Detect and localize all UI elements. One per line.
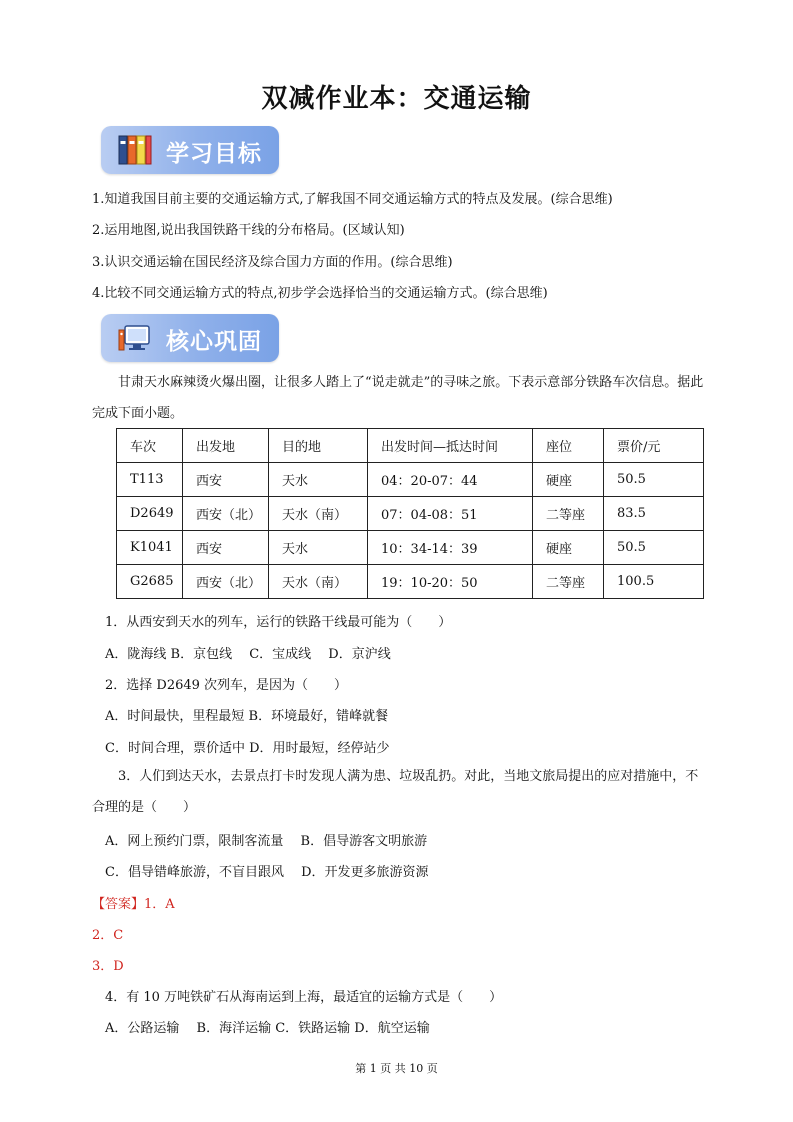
section-label-goals: 学习目标 xyxy=(166,141,262,167)
page-title: 双减作业本：交通运输 xyxy=(261,84,532,114)
table-header: 车次 xyxy=(117,429,183,463)
table-cell: 50.5 xyxy=(604,463,704,497)
question-2-stem: 2．选择 D2649 次列车，是因为（ ） xyxy=(105,678,348,693)
table-row xyxy=(117,497,704,531)
question-1-options: A．陇海线 B．京包线 C．宝成线 D．京沪线 xyxy=(105,647,391,662)
objective-1: 1.知道我国目前主要的交通运输方式,了解我国不同交通运输方式的特点及发展。(综合思维) xyxy=(92,192,613,207)
intro-paragraph: 甘肃天水麻辣烫火爆出圈，让很多人踏上了“说走就走”的寻味之旅。下表示意部分铁路车次信息。据此完成下面小题。 xyxy=(92,375,704,421)
table-cell: T113 xyxy=(117,463,183,497)
section-banner-core xyxy=(101,314,279,362)
question-3-options-ab: A．网上预约门票，限制客流量 B．倡导游客文明旅游 xyxy=(105,834,428,849)
table-cell: 19：10-20：50 xyxy=(368,565,533,599)
table-cell: 硬座 xyxy=(533,463,604,497)
answer-line-1 xyxy=(92,893,175,912)
table-cell: K1041 xyxy=(117,531,183,565)
table-cell: 天水（南） xyxy=(269,565,368,599)
question-1-stem: 1．从西安到天水的列车，运行的铁路干线最可能为（ ） xyxy=(105,615,452,630)
table-header-row xyxy=(117,429,704,463)
question-2-options-ab: A．时间最快，里程最短 B．环境最好，错峰就餐 xyxy=(105,709,389,724)
table-cell: 天水（南） xyxy=(269,497,368,531)
table-cell: 二等座 xyxy=(533,497,604,531)
table-cell: 硬座 xyxy=(533,531,604,565)
objective-3: 3.认识交通运输在国民经济及综合国力方面的作用。(综合思维) xyxy=(92,255,453,270)
table-cell: 西安 xyxy=(183,531,269,565)
objective-4: 4.比较不同交通运输方式的特点,初步学会选择恰当的交通运输方式。(综合思维) xyxy=(92,286,548,301)
table-cell: 西安 xyxy=(183,463,269,497)
table-row xyxy=(117,531,704,565)
table-header: 出发地 xyxy=(183,429,269,463)
table-row xyxy=(117,463,704,497)
table-header: 出发时间—抵达时间 xyxy=(368,429,533,463)
question-2-options-cd: C．时间合理，票价适中 D．用时最短，经停站少 xyxy=(105,741,390,756)
table-cell: 83.5 xyxy=(604,497,704,531)
question-3-options-cd: C．倡导错峰旅游，不盲目跟风 D．开发更多旅游资源 xyxy=(105,865,429,880)
answer-1: 1．A xyxy=(144,897,175,912)
table-cell: 10：34-14：39 xyxy=(368,531,533,565)
question-4-stem: 4．有 10 万吨铁矿石从海南运到上海，最适宜的运输方式是（ ） xyxy=(105,990,503,1005)
table-cell: G2685 xyxy=(117,565,183,599)
page-footer: 第 1 页 共 10 页 xyxy=(355,1062,438,1075)
table-cell: 天水 xyxy=(269,463,368,497)
table-cell: 西安（北） xyxy=(183,497,269,531)
answer-3: 3．D xyxy=(92,959,124,974)
question-4-options: A．公路运输 B．海洋运输 C．铁路运输 D．航空运输 xyxy=(105,1021,430,1036)
table-row xyxy=(117,565,704,599)
table-cell: 50.5 xyxy=(604,531,704,565)
table-cell: D2649 xyxy=(117,497,183,531)
table-cell: 二等座 xyxy=(533,565,604,599)
objective-2: 2.运用地图,说出我国铁路干线的分布格局。(区域认知) xyxy=(92,223,405,238)
table-cell: 天水 xyxy=(269,531,368,565)
table-header: 票价/元 xyxy=(604,429,704,463)
section-banner-goals xyxy=(101,126,279,174)
train-schedule-table xyxy=(116,428,704,599)
answer-label: 【答案】 xyxy=(92,897,145,912)
table-cell: 07：04-08：51 xyxy=(368,497,533,531)
table-header: 目的地 xyxy=(269,429,368,463)
table-cell: 西安（北） xyxy=(183,565,269,599)
table-header: 座位 xyxy=(533,429,604,463)
books-icon xyxy=(117,132,153,168)
answer-2: 2．C xyxy=(92,928,124,943)
table-cell: 04：20-07：44 xyxy=(368,463,533,497)
question-3-stem: 3．人们到达天水，去景点打卡时发现人满为患、垃圾乱扔。对此，当地文旅局提出的应对措施中，不合理的是（ ） xyxy=(92,769,699,815)
section-label-core: 核心巩固 xyxy=(166,329,262,355)
table-cell: 100.5 xyxy=(604,565,704,599)
computer-icon xyxy=(117,320,153,356)
